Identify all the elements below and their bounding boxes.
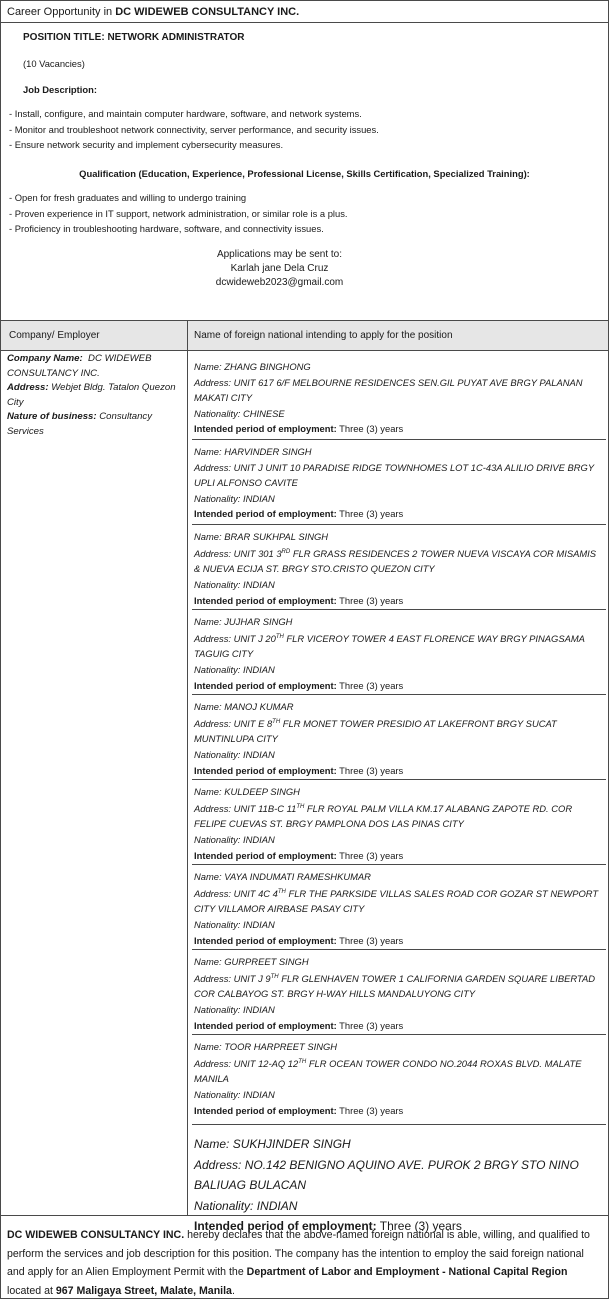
footer-address: 967 Maligaya Street, Malate, Manila	[55, 1284, 232, 1297]
job-posting	[1, 24, 608, 320]
duties-list	[9, 106, 379, 153]
period-label: Intended period of employment:	[194, 508, 337, 520]
applicant-nationality: INDIAN	[242, 1003, 275, 1015]
row-separator	[192, 439, 606, 440]
address-label: Address:	[194, 1157, 245, 1172]
job-description-heading: Job Description:	[23, 84, 97, 95]
application-contact	[1, 248, 558, 290]
applicant-entry	[194, 699, 604, 778]
header-company: DC WIDEWEB CONSULTANCY INC.	[115, 6, 300, 18]
row-separator	[192, 949, 606, 950]
nationality-label: Nationality:	[194, 918, 243, 930]
address-label: Address:	[194, 887, 234, 899]
applicant-name: MANOJ KUMAR	[224, 701, 294, 712]
applicant-name: JUJHAR SINGH	[224, 616, 293, 627]
company-name-value: DC WIDEWEB CONSULTANCY INC.	[7, 353, 152, 379]
applicant-entry	[194, 444, 604, 522]
name-label: Name:	[194, 361, 225, 372]
period-label: Intended period of employment:	[194, 849, 337, 861]
nationality-label: Nationality:	[194, 748, 243, 760]
period-label: Intended period of employment:	[194, 1219, 377, 1233]
apply-name: Karlah jane Dela Cruz	[230, 263, 329, 274]
applicant-address: UNIT 12-AQ 12TH FLR OCEAN TOWER CONDO NO.2044 ROXAS BLVD. MALATE MANILA	[194, 1057, 582, 1085]
vacancies: (10 Vacancies)	[23, 58, 85, 69]
employer-details	[7, 352, 183, 439]
applicant-entry	[194, 784, 604, 863]
period-value: Three (3) years	[336, 508, 404, 520]
applicant-name: SUKHJINDER SINGH	[232, 1137, 351, 1151]
name-label: Name:	[194, 531, 225, 542]
declaration-footer	[1, 1215, 608, 1298]
header-bar	[1, 1, 608, 23]
nationality-label: Nationality:	[194, 1088, 243, 1100]
applicant-name: VAYA INDUMATI RAMESHKUMAR	[224, 871, 371, 882]
duty-item: - Install, configure, and maintain computer hardware, software, and network systems.	[9, 106, 379, 122]
qualification-item: - Open for fresh graduates and willing to undergo training	[9, 190, 348, 206]
period-label: Intended period of employment:	[194, 764, 337, 776]
period-label: Intended period of employment:	[194, 594, 337, 606]
applicant-nationality: INDIAN	[242, 492, 275, 504]
period-value: Three (3) years	[336, 849, 404, 861]
address-label: Address:	[194, 972, 234, 984]
applicant-name: ZHANG BINGHONG	[224, 361, 311, 372]
column-header-employer: Company/ Employer	[9, 330, 100, 341]
address-label: Address:	[194, 461, 234, 473]
row-separator	[192, 1034, 606, 1035]
address-label: Address:	[194, 632, 234, 644]
row-separator	[192, 864, 606, 865]
applicant-address: UNIT 617 6/F MELBOURNE RESIDENCES SEN.GIL PUYAT AVE BRGY PALANAN MAKATI CITY	[194, 376, 583, 404]
nationality-label: Nationality:	[194, 578, 243, 590]
applicant-nationality: INDIAN	[242, 918, 275, 930]
applicant-address: UNIT 4C 4TH FLR THE PARKSIDE VILLAS SALES ROAD COR GOZAR ST NEWPORT CITY VILLAMOR AIRBASE PASAY CITY	[194, 887, 599, 915]
applicant-address: UNIT 11B-C 11TH FLR ROYAL PALM VILLA KM.17 ALABANG ZAPOTE RD. COR FELIPE CUEVAS ST. BRGY PAMPLONA DOS LAS PINAS CITY	[194, 802, 573, 830]
applicant-entry	[194, 1039, 604, 1118]
applicant-name: KULDEEP SINGH	[224, 786, 300, 797]
period-value: Three (3) years	[336, 1019, 404, 1031]
qualifications-list	[9, 190, 348, 237]
nationality-label: Nationality:	[194, 663, 243, 675]
address-label: Address:	[194, 802, 234, 814]
row-separator	[192, 609, 606, 610]
applicant-nationality: INDIAN	[242, 578, 275, 590]
name-label: Name:	[194, 871, 225, 882]
applicant-address: UNIT J 20TH FLR VICEROY TOWER 4 EAST FLORENCE WAY BRGY PINAGSAMA TAGUIG CITY	[194, 632, 585, 660]
footer-text-3: .	[231, 1284, 235, 1297]
period-label: Intended period of employment:	[194, 1104, 337, 1116]
name-label: Name:	[194, 1137, 233, 1151]
nationality-label: Nationality:	[194, 407, 243, 419]
applicant-address: UNIT E 8TH FLR MONET TOWER PRESIDIO AT LAKEFRONT BRGY SUCAT MUNTINLUPA CITY	[194, 717, 557, 745]
company-name-label: Company Name:	[7, 353, 83, 364]
column-header-foreign-national: Name of foreign national intending to apply for the position	[194, 330, 453, 341]
address-label: Address:	[194, 547, 234, 559]
name-label: Name:	[194, 786, 225, 797]
qualification-heading: Qualification (Education, Experience, Professional License, Skills Certification, Specialized Training):	[79, 168, 530, 179]
qualification-item: - Proficiency in troubleshooting hardware, software, and connectivity issues.	[9, 221, 348, 237]
period-label: Intended period of employment:	[194, 1019, 337, 1031]
address-label: Address:	[194, 717, 234, 729]
duty-item: - Monitor and troubleshoot network connectivity, server performance, and security issues.	[9, 122, 379, 138]
business-label: Nature of business:	[7, 411, 97, 422]
nationality-label: Nationality:	[194, 1003, 243, 1015]
applicant-name: HARVINDER SINGH	[224, 446, 312, 457]
applicant-name: GURPREET SINGH	[224, 956, 309, 967]
header-prefix: Career Opportunity in	[7, 6, 116, 18]
address-label: Address:	[194, 1057, 234, 1069]
position-title: POSITION TITLE: NETWORK ADMINISTRATOR	[23, 32, 245, 43]
table-header	[1, 320, 608, 351]
period-value: Three (3) years	[336, 594, 404, 606]
period-value: Three (3) years	[336, 1104, 404, 1116]
nationality-label: Nationality:	[194, 833, 243, 845]
apply-heading: Applications may be sent to:	[216, 249, 343, 260]
applicant-entry	[194, 359, 604, 437]
applicant-nationality: INDIAN	[242, 833, 275, 845]
applicant-address: UNIT 301 3RD FLR GRASS RESIDENCES 2 TOWER NUEVA VISCAYA COR MISAMIS & NUEVA ECIJA ST. BRGY STO.CRISTO QUEZON CITY	[194, 547, 597, 575]
employer-address-label: Address:	[7, 382, 49, 393]
period-label: Intended period of employment:	[194, 679, 337, 691]
nationality-label: Nationality:	[194, 492, 243, 504]
period-label: Intended period of employment:	[194, 423, 337, 435]
row-separator	[192, 694, 606, 695]
applicant-entry	[194, 529, 604, 608]
name-label: Name:	[194, 701, 225, 712]
period-value: Three (3) years	[336, 764, 404, 776]
period-label: Intended period of employment:	[194, 934, 337, 946]
applicant-nationality: INDIAN	[256, 1198, 298, 1213]
business-value: Consultancy Services	[7, 411, 153, 437]
period-value: Three (3) years	[336, 679, 404, 691]
name-label: Name:	[194, 956, 225, 967]
apply-email: dcwideweb2023@gmail.com	[215, 277, 344, 288]
row-separator	[192, 1124, 606, 1125]
employer-address-value: Webjet Bldg. Tatalon Quezon City	[7, 382, 176, 408]
applicant-address: NO.142 BENIGNO AQUINO AVE. PUROK 2 BRGY STO NINO BALIUAG BULACAN	[194, 1157, 579, 1192]
address-label: Address:	[194, 376, 234, 388]
name-label: Name:	[194, 616, 225, 627]
applicant-nationality: INDIAN	[242, 1088, 275, 1100]
period-value: Three (3) years	[376, 1219, 462, 1233]
applicant-entry	[194, 614, 604, 693]
row-separator	[192, 524, 606, 525]
period-value: Three (3) years	[336, 423, 404, 435]
applicant-name: TOOR HARPREET SINGH	[224, 1041, 338, 1052]
period-value: Three (3) years	[336, 934, 404, 946]
footer-dole: Department of Labor and Employment - National Capital Region	[246, 1266, 568, 1278]
footer-text-1: hereby declares that the above-named foreign national is able, willing, and qualified to perform the services and job description for this position. The company has the intention to employ the said foreign national and apply for an Alien Employment Permit with the	[7, 1229, 590, 1278]
applicant-entry	[194, 954, 604, 1033]
nationality-label: Nationality:	[194, 1198, 257, 1213]
applicant-nationality: CHINESE	[242, 407, 285, 419]
applicant-nationality: INDIAN	[242, 748, 275, 760]
applicant-address: UNIT J UNIT 10 PARADISE RIDGE TOWNHOMES LOT 1C-43A ALILIO DRIVE BRGY UPLI ALFONSO CAVITE	[194, 461, 594, 489]
footer-text-2: located at	[7, 1284, 56, 1297]
row-separator	[192, 779, 606, 780]
applicant-address: UNIT J 9TH FLR GLENHAVEN TOWER 1 CALIFORNIA GARDEN SQUARE LIBERTAD COR CALBAYOG ST. BRGY H-WAY HILLS MANDALUYONG CITY	[194, 972, 595, 1000]
duty-item: - Ensure network security and implement cybersecurity measures.	[9, 137, 379, 153]
column-divider	[187, 320, 188, 1215]
applicant-entry	[194, 869, 604, 948]
applicant-nationality: INDIAN	[242, 663, 275, 675]
qualification-item: - Proven experience in IT support, network administration, or similar role is a plus.	[9, 206, 348, 222]
name-label: Name:	[194, 446, 225, 457]
name-label: Name:	[194, 1041, 225, 1052]
footer-company: DC WIDEWEB CONSULTANCY INC.	[7, 1229, 185, 1241]
applicant-name: BRAR SUKHPAL SINGH	[224, 531, 329, 542]
